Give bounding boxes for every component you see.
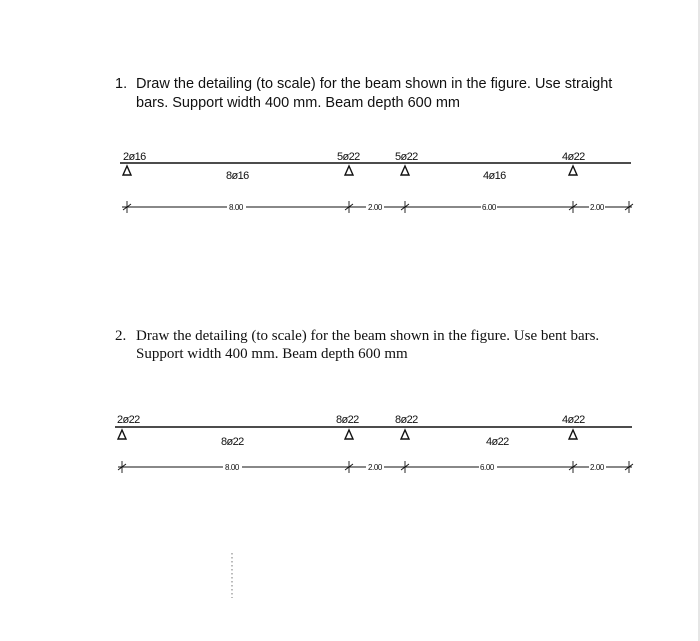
beam-1-top-bar-support-3: 5ø22: [395, 151, 418, 163]
question-1-line-2: bars. Support width 400 mm. Beam depth 600 mm: [136, 95, 460, 111]
question-1-number: 1.: [115, 76, 128, 92]
beam-1-span-4-length: 2.00: [590, 203, 604, 212]
beam-1-diagram: [0, 145, 700, 245]
beam-2-span-1-length: 8.00: [225, 463, 239, 472]
beam-2-diagram: [0, 408, 700, 508]
beam-2-span-4-length: 2.00: [590, 463, 604, 472]
question-2-line-1: Draw the detailing (to scale) for the beam shown in the figure. Use bent bars.: [136, 328, 600, 344]
question-1-line-1: Draw the detailing (to scale) for the beam shown in the figure. Use straight: [136, 76, 613, 92]
dotted-guide-line: [228, 553, 238, 603]
beam-1-support-2: [345, 166, 353, 175]
beam-1-top-bar-support-2: 5ø22: [337, 151, 360, 163]
question-2-line-2: Support width 400 mm. Beam depth 600 mm: [136, 346, 408, 362]
beam-1-support-3: [401, 166, 409, 175]
beam-2-top-bar-support-3: 8ø22: [395, 414, 418, 426]
beam-2-bottom-bar-span-1: 8ø22: [221, 436, 244, 448]
beam-1-span-1-length: 8.00: [229, 203, 243, 212]
beam-2-span-2-length: 2.00: [368, 463, 382, 472]
question-2-number: 2.: [115, 328, 127, 344]
beam-2-support-3: [401, 430, 409, 439]
beam-1-span-2-length: 2.00: [368, 203, 382, 212]
beam-1-bottom-bar-span-3: 4ø16: [483, 170, 506, 182]
beam-1-span-3-length: 6.00: [482, 203, 496, 212]
beam-2-span-3-length: 6.00: [480, 463, 494, 472]
beam-2-top-bar-support-2: 8ø22: [336, 414, 359, 426]
question-1-text: [115, 75, 675, 113]
beam-1-top-bar-left: 2ø16: [123, 151, 146, 163]
beam-2-support-1: [118, 430, 126, 439]
beam-1-top-bar-support-4: 4ø22: [562, 151, 585, 163]
beam-2-top-bar-left: 2ø22: [117, 414, 140, 426]
beam-2-support-2: [345, 430, 353, 439]
beam-2-support-4: [569, 430, 577, 439]
beam-1-support-4: [569, 166, 577, 175]
beam-2-bottom-bar-span-3: 4ø22: [486, 436, 509, 448]
question-2-text: [115, 327, 675, 363]
beam-2-top-bar-support-4: 4ø22: [562, 414, 585, 426]
beam-1-support-1: [123, 166, 131, 175]
beam-1-bottom-bar-span-1: 8ø16: [226, 170, 249, 182]
